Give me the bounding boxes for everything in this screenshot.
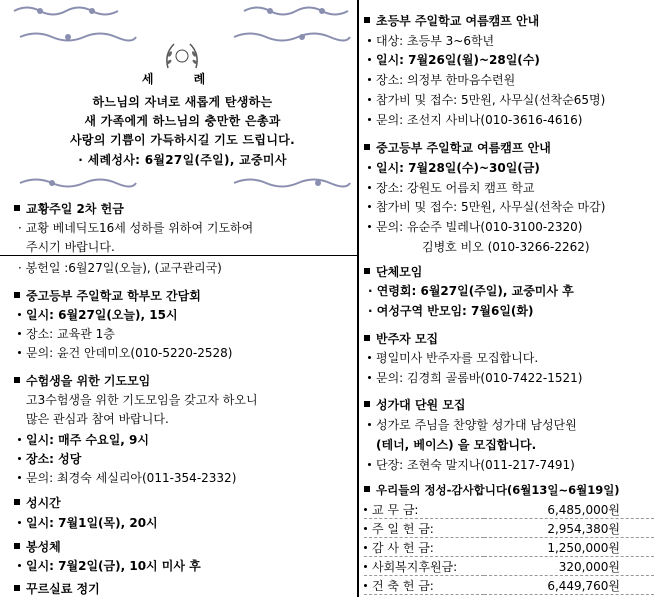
bullet-dot-icon [364, 584, 367, 587]
baptism-event: · 세례성사: 6월27일(주일), 교중미사 [78, 153, 287, 167]
offering-label: 건 축 헌 금: [364, 576, 484, 595]
table-row [364, 519, 654, 538]
info-line: 평일미사 반주자를 모집합니다. [368, 349, 538, 366]
section-title: 꾸르실료 정기 [14, 580, 100, 597]
flourish-ornament [242, 4, 352, 18]
table-row [364, 557, 654, 576]
section-title: 성가대 단원 모집 [364, 396, 466, 413]
bullet-square-icon [14, 292, 20, 298]
bullet-square-icon [14, 585, 20, 591]
bullet-dot-icon [368, 463, 371, 466]
info-line: 장소: 교육관 1층 [18, 325, 115, 342]
bullet-dot-icon [368, 166, 371, 169]
bullet-dot-icon [368, 356, 371, 359]
flourish-ornament [18, 30, 138, 44]
bullet-dot-icon [368, 186, 371, 189]
bullet-dot-icon [368, 423, 371, 426]
bullet-dot-icon [18, 457, 21, 460]
bullet-dot-icon [368, 98, 371, 101]
info-line: 일시: 7월26일(월)~28일(수) [368, 51, 540, 68]
bullet-dot-icon [368, 225, 371, 228]
bullet-square-icon [14, 205, 20, 211]
bullet-dot-icon [18, 521, 21, 524]
offering-label: 주 일 헌 금: [364, 519, 484, 538]
info-line: 단장: 조현숙 말지나(011-217-7491) [368, 456, 575, 473]
right-column [362, 0, 662, 597]
section-title: 초등부 주일학교 여름캠프 안내 [364, 12, 539, 29]
bullet-dot-icon [18, 476, 21, 479]
bullet-dot-icon [368, 376, 371, 379]
blessing-line: 사랑의 기쁨이 가득하시길 기도 드립니다. [70, 133, 295, 147]
offering-amount: 2,954,380원 [484, 519, 654, 538]
info-line: 대상: 초등부 3~6학년 [368, 32, 494, 49]
bullet-dot-icon [18, 313, 21, 316]
info-line: 일시: 7월1일(목), 20시 [18, 514, 158, 531]
bullet-dot-icon [364, 565, 367, 568]
bullet-dot-icon [368, 118, 371, 121]
bullet-square-icon [364, 486, 370, 492]
info-line: · 여성구역 반모임: 7월6일(화) [368, 304, 534, 318]
bullet-square-icon [364, 268, 370, 274]
bullet-dot-icon [364, 546, 367, 549]
bullet-dot-icon [18, 351, 21, 354]
section-title: 봉성체 [14, 538, 61, 555]
offering-label: 교 무 금: [364, 500, 484, 519]
info-line: 일시: 7월2일(금), 10시 미사 후 [18, 557, 201, 574]
info-line: 고3수험생을 위한 기도모임을 갖고자 하오니 [26, 393, 258, 407]
flourish-ornament [18, 176, 138, 190]
bullet-dot-icon [18, 438, 21, 441]
bullet-square-icon [364, 401, 370, 407]
info-line: 문의: 김경희 골롬바(010-7422-1521) [368, 369, 582, 386]
bullet-square-icon [14, 377, 20, 383]
info-line: 장소: 성당 [18, 450, 81, 467]
info-line: 일시: 7월28일(수)~30일(금) [368, 159, 540, 176]
offering-amount: 320,000원 [484, 557, 654, 576]
bullet-dot-icon [18, 564, 21, 567]
section-title: 단체모임 [364, 263, 422, 280]
bullet-dot-icon [368, 78, 371, 81]
info-line: · 교황 베네딕도16세 성하를 위하여 기도하여 [18, 221, 254, 235]
offering-label: 사회복지후원금: [364, 557, 484, 576]
blessing-line: 새 가족에게 하느님의 충만한 은총과 [84, 114, 281, 128]
flourish-ornament [232, 30, 352, 44]
info-line: 문의: 유순주 빌레나(010-3100-2320) [368, 218, 582, 235]
info-line: 문의: 조선지 사비나(010-3616-4616) [368, 111, 582, 128]
info-line: 장소: 의정부 한마음수련원 [368, 71, 515, 88]
bullet-dot-icon [364, 508, 367, 511]
info-line: 일시: 6월27일(오늘), 15시 [18, 306, 178, 323]
bullet-square-icon [14, 543, 20, 549]
bullet-dot-icon [368, 58, 371, 61]
bullet-square-icon [364, 144, 370, 150]
section-title: 수험생을 위한 기도모임 [14, 372, 150, 389]
section-title: 우리들의 정성-감사합니다(6월13일~6월19일) [364, 482, 620, 498]
blessing-line: 하느님의 자녀로 새롭게 탄생하는 [92, 95, 273, 109]
flourish-ornament [12, 4, 122, 18]
bullet-square-icon [364, 335, 370, 341]
info-line: 문의: 최경숙 세실리아(011-354-2332) [18, 469, 236, 486]
offering-table [364, 500, 654, 595]
offering-label: 감 사 헌 금: [364, 538, 484, 557]
info-line: 문의: 윤건 안데미오(010-5220-2528) [18, 344, 232, 361]
blessing-title: 세 례 [141, 72, 224, 86]
bullet-dot-icon [368, 39, 371, 42]
info-line: 참가비 및 접수: 5만원, 사무실(선착순65명) [368, 91, 605, 108]
info-line: 많은 관심과 참여 바랍니다. [26, 412, 169, 426]
bullet-dot-icon [368, 205, 371, 208]
info-line: · 연령회: 6월27일(주일), 교중미사 후 [368, 284, 574, 298]
table-row [364, 576, 654, 595]
section-title: 중고등부 주일학교 여름캠프 안내 [364, 139, 551, 156]
info-line: 성가로 주님을 찬양할 성가대 남성단원 [368, 416, 577, 433]
bullet-square-icon [364, 17, 370, 23]
offering-amount: 1,250,000원 [484, 538, 654, 557]
offering-amount: 6,485,000원 [484, 500, 654, 519]
table-row [364, 538, 654, 557]
bullet-square-icon [14, 499, 20, 505]
info-line: 장소: 강원도 어름치 캠프 학교 [368, 179, 534, 196]
info-line: 참가비 및 접수: 5만원, 사무실(선착순 마감) [368, 198, 605, 215]
bullet-dot-icon [364, 527, 367, 530]
section-title: 교황주일 2차 헌금 [14, 200, 124, 217]
info-line: 일시: 매주 수요일, 9시 [18, 431, 149, 448]
offering-amount: 6,449,760원 [484, 576, 654, 595]
info-line: 김병호 비오 (010-3266-2262) [422, 240, 590, 254]
info-line: 주시기 바랍니다. [26, 240, 115, 254]
section-title: 반주자 모집 [364, 330, 438, 347]
table-row [364, 500, 654, 519]
column-divider [357, 0, 359, 597]
section-title: 성시간 [14, 494, 61, 511]
section-title: 중고등부 주일학교 학부모 간담회 [14, 287, 201, 304]
flourish-ornament [232, 176, 352, 190]
info-line: (테너, 베이스) 을 모집합니다. [376, 438, 537, 452]
info-line: · 봉헌일 :6월27일(오늘), (교구관리국) [18, 261, 222, 275]
left-column [10, 0, 355, 597]
bullet-dot-icon [18, 332, 21, 335]
